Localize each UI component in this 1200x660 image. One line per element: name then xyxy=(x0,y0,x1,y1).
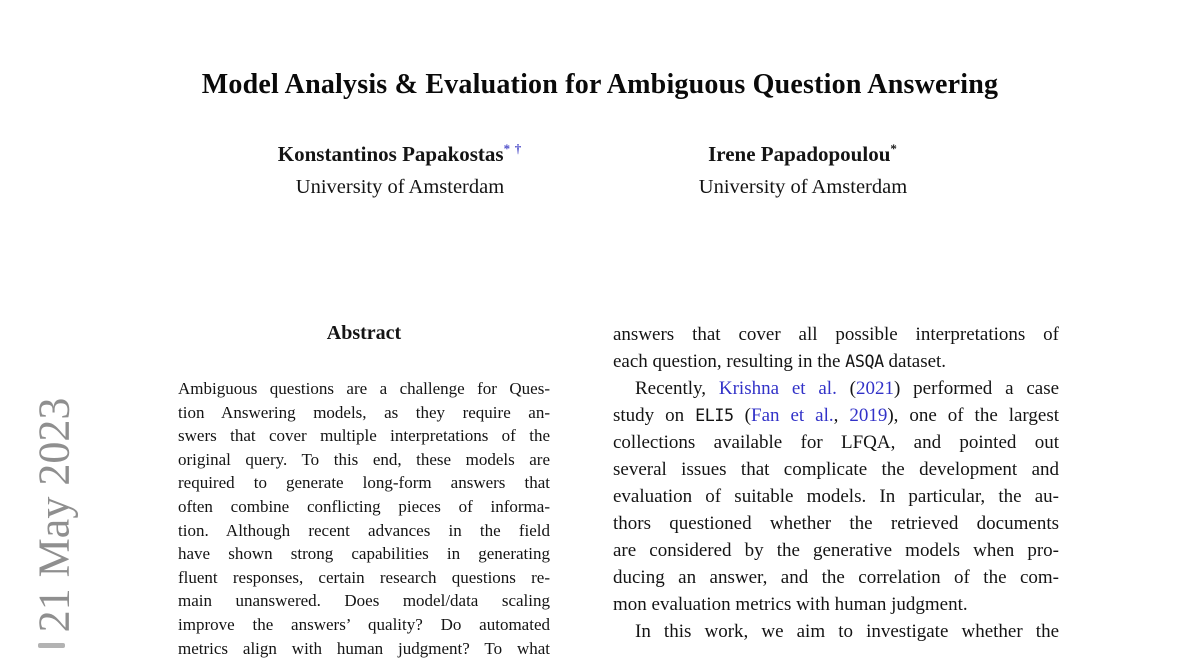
text-segment: main unanswered. Does model/data scaling xyxy=(178,591,550,611)
abstract-heading: Abstract xyxy=(326,322,402,344)
text-segment: ) performed a case xyxy=(894,378,1059,399)
footnote-marks[interactable]: * † xyxy=(503,141,523,156)
text-line xyxy=(613,456,1059,483)
text-line xyxy=(178,471,550,495)
text-line xyxy=(613,348,1059,375)
text-segment: Recently, xyxy=(635,378,719,399)
author-block-1 xyxy=(200,133,600,204)
text-line xyxy=(613,618,1059,645)
right-column-text xyxy=(613,321,1059,645)
author-name-text: Konstantinos Papakostas xyxy=(277,142,504,166)
text-segment: In this work, we aim to investigate whether the xyxy=(635,621,1059,642)
text-line xyxy=(178,377,550,401)
text-segment: study on xyxy=(613,405,696,426)
text-line xyxy=(178,613,550,637)
citation-link[interactable]: 2019 xyxy=(849,405,888,426)
text-line xyxy=(178,401,550,425)
citation-link[interactable]: Krishna et al. xyxy=(718,378,837,399)
arxiv-date-watermark: 21 May 2023 xyxy=(29,397,79,633)
text-line xyxy=(178,448,550,472)
author-block-2 xyxy=(603,133,1003,204)
text-line xyxy=(613,537,1059,564)
text-segment: ( xyxy=(836,378,856,399)
text-line xyxy=(613,321,1059,348)
text-segment: dataset. xyxy=(883,351,947,372)
text-segment: fluent responses, certain research questions re- xyxy=(178,567,550,587)
text-segment: original query. To this end, these models are xyxy=(178,449,550,469)
text-line xyxy=(613,402,1059,429)
text-segment: improve the answers’ quality? Do automated xyxy=(178,614,550,634)
footnote-marks: * xyxy=(890,141,898,156)
author-name xyxy=(603,133,1003,170)
text-segment: often combine conflicting pieces of informa- xyxy=(178,496,550,516)
text-segment: required to generate long-form answers that xyxy=(178,473,550,493)
author-affiliation: University of Amsterdam xyxy=(295,176,505,198)
text-line xyxy=(178,589,550,613)
text-segment: tion Answering models, as they require an- xyxy=(178,402,550,422)
citation-link[interactable]: Fan et al. xyxy=(751,405,834,426)
text-segment: Ambiguous questions are a challenge for Ques- xyxy=(178,379,550,398)
text-line xyxy=(613,429,1059,456)
text-line xyxy=(613,375,1059,402)
code-text: ASQA xyxy=(845,351,884,371)
text-line xyxy=(178,519,550,543)
text-line xyxy=(613,591,1059,618)
text-segment: each question, resulting in the xyxy=(613,351,846,372)
arxiv-stamp-fragment xyxy=(38,643,65,648)
text-segment: evaluation of suitable models. In particular, the au- xyxy=(613,486,1059,507)
text-segment: thors questioned whether the retrieved documents xyxy=(613,513,1059,534)
text-segment: answers that cover all possible interpretations of xyxy=(613,324,1059,345)
text-segment: , xyxy=(833,405,850,426)
text-segment: several issues that complicate the development and xyxy=(613,459,1059,480)
citation-link[interactable]: 2021 xyxy=(856,378,894,399)
text-segment: have shown strong capabilities in generating xyxy=(178,544,550,564)
text-segment: metrics align with human judgment? To what xyxy=(178,638,550,658)
text-line xyxy=(178,424,550,448)
text-segment: tion. Although recent advances in the field xyxy=(178,520,550,540)
text-line xyxy=(613,564,1059,591)
text-line xyxy=(178,542,550,566)
abstract-text xyxy=(178,377,550,660)
text-line xyxy=(613,483,1059,510)
text-line xyxy=(178,637,550,660)
author-name xyxy=(200,133,600,170)
text-segment: ( xyxy=(733,405,752,426)
text-segment: ducing an answer, and the correlation of the com- xyxy=(613,567,1059,588)
text-segment: swers that cover multiple interpretations of the xyxy=(178,426,550,446)
author-name-text: Irene Papadopoulou xyxy=(708,142,891,166)
code-text: ELI5 xyxy=(695,405,734,425)
text-segment: collections available for LFQA, and pointed out xyxy=(613,432,1059,453)
text-line xyxy=(178,566,550,590)
paper-title: Model Analysis & Evaluation for Ambiguous Question Answering xyxy=(201,68,999,100)
text-segment: ), one of the largest xyxy=(887,405,1059,426)
text-segment: are considered by the generative models when pro- xyxy=(613,540,1059,561)
author-affiliation: University of Amsterdam xyxy=(698,176,908,198)
text-line xyxy=(178,495,550,519)
text-line xyxy=(613,510,1059,537)
text-segment: mon evaluation metrics with human judgment. xyxy=(613,594,968,615)
